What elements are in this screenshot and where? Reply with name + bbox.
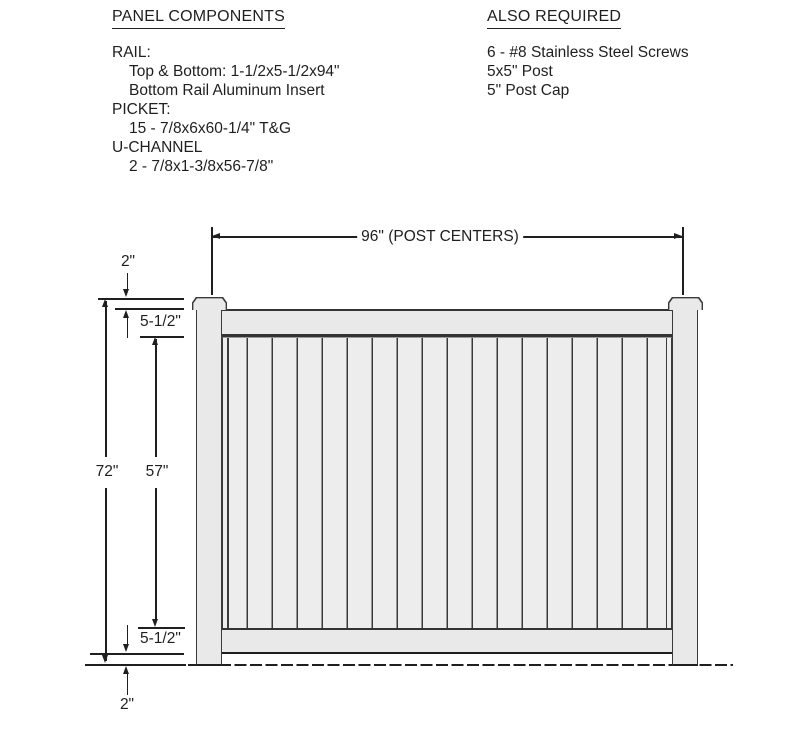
component-rail-insert: Bottom Rail Aluminum Insert xyxy=(129,82,325,99)
dim-72-arrow-bottom-icon xyxy=(102,655,108,663)
ground-line-solid xyxy=(85,664,186,666)
right-post-cap xyxy=(668,297,703,310)
also-required-title: ALSO REQUIRED xyxy=(487,8,621,29)
u-channel-left xyxy=(227,338,229,628)
ground-line-dashed xyxy=(188,664,733,666)
required-screws: 6 - #8 Stainless Steel Screws xyxy=(487,44,689,61)
dim-bottom-rail-label: 5-1/2" xyxy=(140,630,181,647)
dim-bottom-rail-arrow-line xyxy=(127,625,129,645)
pickets xyxy=(222,337,672,628)
component-rail-heading: RAIL: xyxy=(112,44,151,61)
top-rail xyxy=(221,309,673,337)
dim-57-line-upper xyxy=(155,339,157,457)
right-post xyxy=(672,309,698,666)
ext-line-post-top xyxy=(98,298,184,300)
dim-bottom-rail-arrow-icon xyxy=(123,644,129,652)
component-picket-spec: 15 - 7/8x6x60-1/4" T&G xyxy=(129,120,292,137)
dim-top-2-label: 2" xyxy=(117,253,139,271)
dim-96-arrow-right-icon xyxy=(674,233,682,239)
dim-bottom-2-arrow-line xyxy=(127,673,129,695)
dim-57-line-lower xyxy=(155,488,157,620)
ext-line-bottom-rail-top xyxy=(138,627,185,629)
bottom-rail xyxy=(221,628,673,654)
dim-72-line-lower xyxy=(105,488,107,661)
panel-components-section xyxy=(112,8,340,176)
component-rail-spec: Top & Bottom: 1-1/2x5-1/2x94" xyxy=(129,63,340,80)
u-channel-right xyxy=(666,338,668,628)
component-uchannel-heading: U-CHANNEL xyxy=(112,139,203,156)
left-post-cap-face xyxy=(193,298,225,310)
left-post-cap xyxy=(192,297,227,310)
component-uchannel-spec: 2 - 7/8x1-3/8x56-7/8" xyxy=(129,158,274,175)
dim-bottom-2-label: 2" xyxy=(116,696,138,714)
ext-line-top-rail-bottom xyxy=(140,336,184,338)
dim-96-arrow-left-icon xyxy=(212,233,220,239)
dim-72-label: 72" xyxy=(95,463,119,480)
also-required-section xyxy=(487,8,689,100)
component-picket-heading: PICKET: xyxy=(112,101,171,118)
dim-top-2-arrow-line xyxy=(127,273,129,290)
dim-72-line-upper xyxy=(105,301,107,457)
panel-components-list xyxy=(112,43,340,176)
dim-96-extension-line-right xyxy=(682,227,684,295)
dim-96-label: 96" (POST CENTERS) xyxy=(357,228,523,246)
required-post: 5x5" Post xyxy=(487,63,553,80)
right-post-cap-face xyxy=(669,298,701,310)
dim-57-label: 57" xyxy=(145,463,169,480)
dim-top-rail-label: 5-1/2" xyxy=(140,313,181,330)
dim-57-arrow-bottom-icon xyxy=(152,619,158,627)
panel-components-title: PANEL COMPONENTS xyxy=(112,8,285,29)
dim-top-2-arrow-icon xyxy=(123,289,129,297)
also-required-list xyxy=(487,43,689,100)
required-post-cap: 5" Post Cap xyxy=(487,82,570,99)
dim-top-rail-arrow-line xyxy=(127,317,129,338)
left-post xyxy=(196,309,222,666)
